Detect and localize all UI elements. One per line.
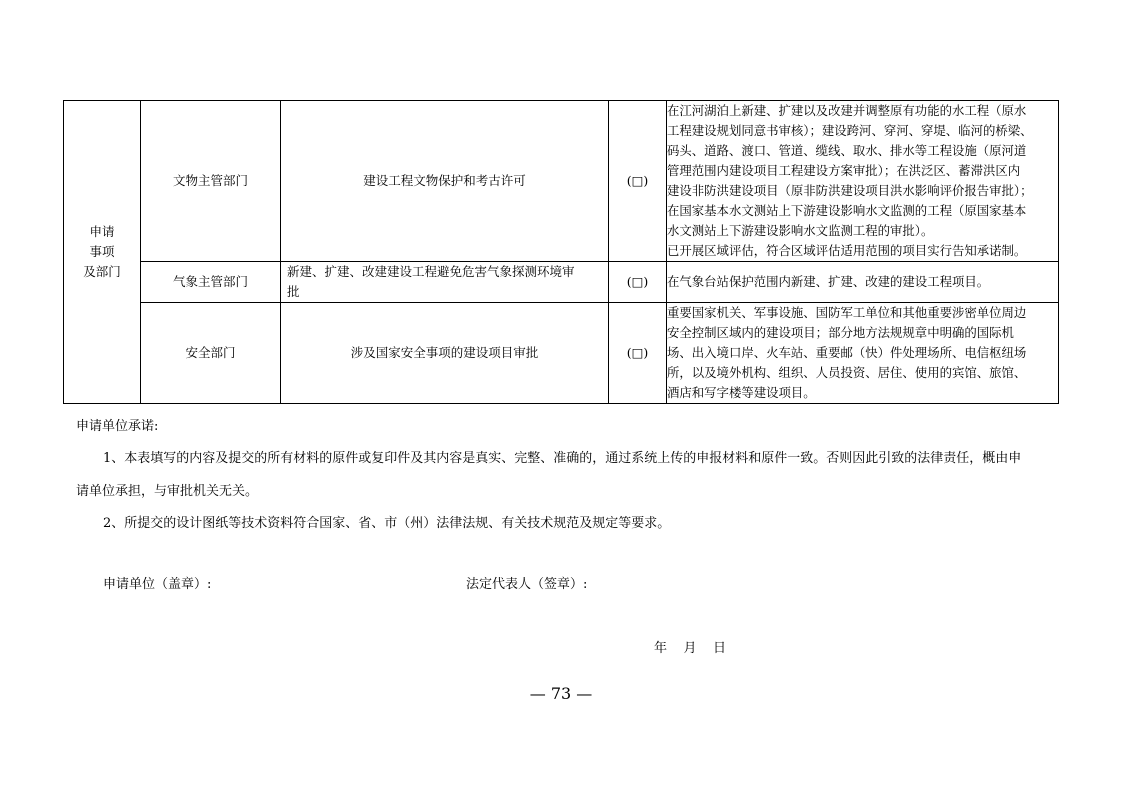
approval-items-table xyxy=(63,100,1059,404)
commitment-item-2: 2、所提交的设计图纸等技术资料符合国家、省、市（州）法律法规、有关技术规范及规定等要求。 xyxy=(103,516,671,531)
table-row xyxy=(64,262,1059,303)
scope-line: 安全控制区域内的建设项目；部分地方法规规章中明确的国际机 xyxy=(667,325,1014,340)
scope-cell xyxy=(667,101,1059,262)
table-row xyxy=(64,303,1059,404)
checkbox-cell[interactable]: (□) xyxy=(609,262,667,303)
scope-line: 管理范围内建设项目工程建设方案审批）；在洪泛区、蓄滞洪区内 xyxy=(667,163,1021,178)
scope-line: 在江河湖泊上新建、扩建以及改建并调整原有功能的水工程（原水 xyxy=(667,103,1027,118)
item-line: 新建、扩建、改建建设工程避免危害气象探测环境审 xyxy=(287,264,575,279)
scope-line: 水文测站上下游建设影响水文监测工程的审批）。 xyxy=(667,223,934,238)
item-line: 批 xyxy=(287,284,300,299)
department-cell: 气象主管部门 xyxy=(141,262,281,303)
page-number: — 73 — xyxy=(529,684,593,703)
item-cell: 涉及国家安全事项的建设项目审批 xyxy=(281,303,609,404)
scope-cell xyxy=(667,303,1059,404)
category-line: 事项 xyxy=(89,244,115,259)
scope-line: 场、出入境口岸、火车站、重要邮（快）件处理场所、电信枢纽场 xyxy=(667,345,1027,360)
applicant-seal-label: 申请单位（盖章）: xyxy=(103,577,212,592)
category-line: 申请 xyxy=(89,224,115,239)
item-cell: 建设工程文物保护和考古许可 xyxy=(281,101,609,262)
commitment-item-1-line-1: 1、本表填写的内容及提交的所有材料的原件或复印件及其内容是真实、完整、准确的，通过系统上传的申报材料和原件一致。否则因此引致的法律责任，概由申 xyxy=(103,451,1022,466)
scope-line: 在国家基本水文测站上下游建设影响水文监测的工程（原国家基本 xyxy=(667,203,1027,218)
department-cell: 安全部门 xyxy=(141,303,281,404)
commitment-heading: 申请单位承诺: xyxy=(76,419,159,434)
table-row xyxy=(64,101,1059,262)
checkbox-cell[interactable]: (□) xyxy=(609,101,667,262)
scope-line: 酒店和写字楼等建设项目。 xyxy=(667,385,816,400)
checkbox-cell[interactable]: (□) xyxy=(609,303,667,404)
category-cell xyxy=(64,101,141,404)
department-cell: 文物主管部门 xyxy=(141,101,281,262)
scope-line: 所，以及境外机构、组织、人员投资、居住、使用的宾馆、旅馆、 xyxy=(667,365,1027,380)
scope-line: 建设非防洪建设项目（原非防洪建设项目洪水影响评价报告审批）； xyxy=(667,183,1033,198)
scope-line: 已开展区域评估，符合区域评估适用范围的项目实行告知承诺制。 xyxy=(667,243,1027,258)
date-label: 年 月 日 xyxy=(654,641,727,656)
item-cell xyxy=(281,262,609,303)
scope-line: 重要国家机关、军事设施、国防军工单位和其他重要涉密单位周边 xyxy=(667,305,1027,320)
scope-line: 工程建设规划同意书审核）；建设跨河、穿河、穿堤、临河的桥梁、 xyxy=(667,123,1033,138)
category-line: 及部门 xyxy=(83,264,121,279)
commitment-item-1-line-2: 请单位承担，与审批机关无关。 xyxy=(76,484,259,499)
scope-line: 码头、道路、渡口、管道、缆线、取水、排水等工程设施（原河道 xyxy=(667,143,1027,158)
legal-representative-label: 法定代表人（签章）: xyxy=(466,577,588,592)
scope-line: 在气象台站保护范围内新建、扩建、改建的建设工程项目。 xyxy=(667,274,990,289)
scope-cell xyxy=(667,262,1059,303)
